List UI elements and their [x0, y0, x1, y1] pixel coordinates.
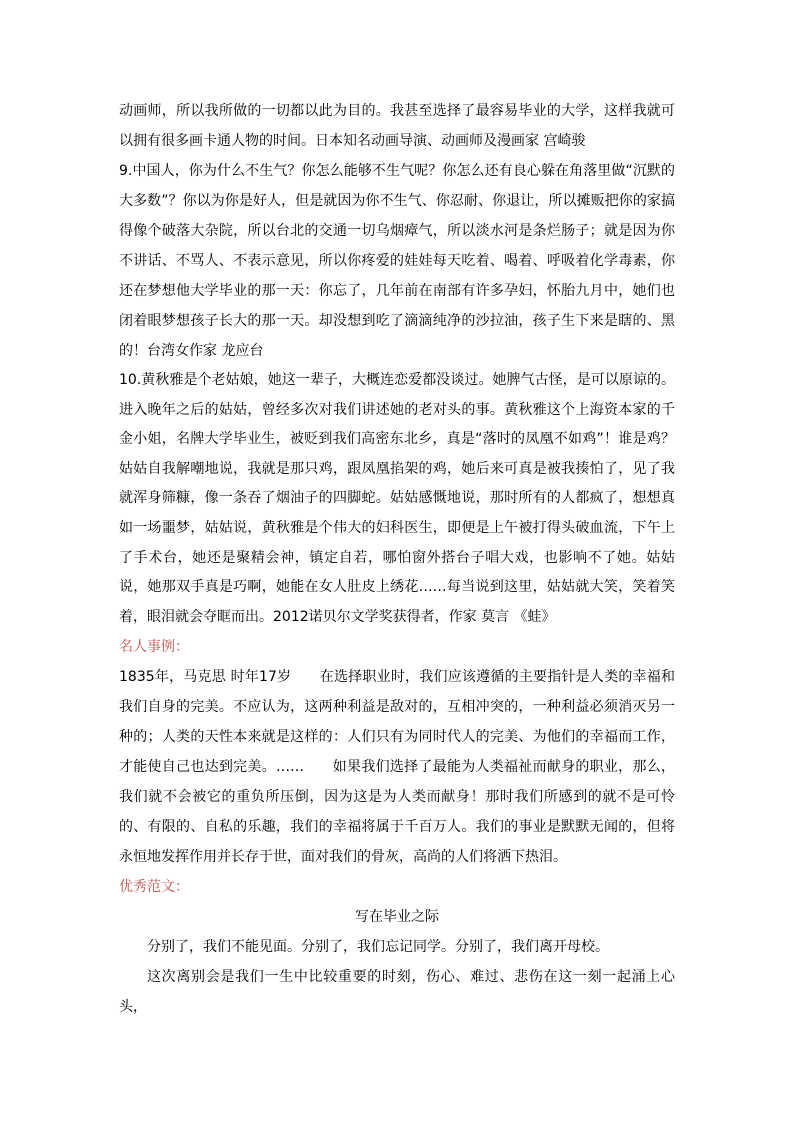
famous-example-text: 1835年，马克思 时年17岁 在选择职业时，我们应该遵循的主要指针是人类的幸福和我们自身的完美。不应认为，这两种利益是敌对的，互相冲突的，一种利益必须消灭另一种的；人类的天性本来就是这样的：人们只有为同时代人的完美、为他们的幸福而工作，才能使自己也达到完美。…… 如果我们选择了最能为人类福祉而献身的职业，那么，我们就不会被它的重负所压倒，因为这是为人类而献身！那时我们所感到的就不是可怜的、有限的、自私的乐趣，我们的幸福将属于千百万人。我们的事业是默默无闻的，但将永恒地发挥作用并长存于世，面对我们的骨灰，高尚的人们将洒下热泪。 [119, 669, 675, 866]
sample-essay-heading: 优秀范文： [119, 879, 189, 896]
quote-8-continuation: 动画师，所以我所做的一切都以此为目的。我甚至选择了最容易毕业的大学，这样我就可以拥有很多画卡通人物的时间。日本知名动画导演、动画师及漫画家 宫崎骏 [119, 103, 675, 149]
essay-paragraph-2: 这次离别会是我们一生中比较重要的时刻，伤心、难过、悲伤在这一刻一起涌上心头， [119, 969, 675, 1016]
document-page [119, 96, 675, 1022]
famous-example-heading: 名人事例： [119, 639, 189, 656]
essay-paragraph-1: 分别了，我们不能见面。分别了，我们忘记同学。分别了，我们离开母校。 [147, 939, 609, 956]
quote-10: 10.黄秋雅是个老姑娘，她这一辈子，大概连恋爱都没谈过。她脾气古怪，是可以原谅的。进入晚年之后的姑姑，曾经多次对我们讲述她的老对头的事。黄秋雅这个上海资本家的千金小姐，名牌大学毕业生，被贬到我们高密东北乡，真是“落时的凤凰不如鸡”！谁是鸡？姑姑自我解嘲地说，我就是那只鸡，跟凤凰掐架的鸡，她后来可真是被我揍怕了，见了我就浑身筛糠，像一条吞了烟油子的四脚蛇。姑姑感慨地说，那时所有的人都疯了，想想真如一场噩梦，姑姑说，黄秋雅是个伟大的妇科医生，即便是上午被打得头破血流，下午上了手术台，她还是聚精会神，镇定自若，哪怕窗外搭台子唱大戏，也影响不了她。姑姑说，她那双手真是巧啊，她能在女人肚皮上绣花……每当说到这里，姑姑就大笑，笑着笑着，眼泪就会夺眶而出。2012诺贝尔文学奖获得者，作家 莫言 《蛙》 [119, 372, 675, 625]
quote-9: 9.中国人，你为什么不生气？你怎么能够不生气呢？你怎么还有良心躲在角落里做“沉默的大多数”？你以为你是好人，但是就因为你不生气、你忍耐、你退让，所以摊贩把你的家搞得像个破落大杂院，所以台北的交通一切乌烟瘴气，所以淡水河是条烂肠子；就是因为你不讲话、不骂人、不表示意见，所以你疼爱的娃娃每天吃着、喝着、呼吸着化学毒素，你还在梦想他大学毕业的那一天：你忘了，几年前在南部有许多孕妇，怀胎九月中，她们也闭着眼梦想孩子长大的那一天。却没想到吃了滴滴纯净的沙拉油，孩子生下来是瞎的、黑的！台湾女作家 龙应台 [119, 163, 675, 359]
essay-title: 写在毕业之际 [355, 909, 439, 926]
